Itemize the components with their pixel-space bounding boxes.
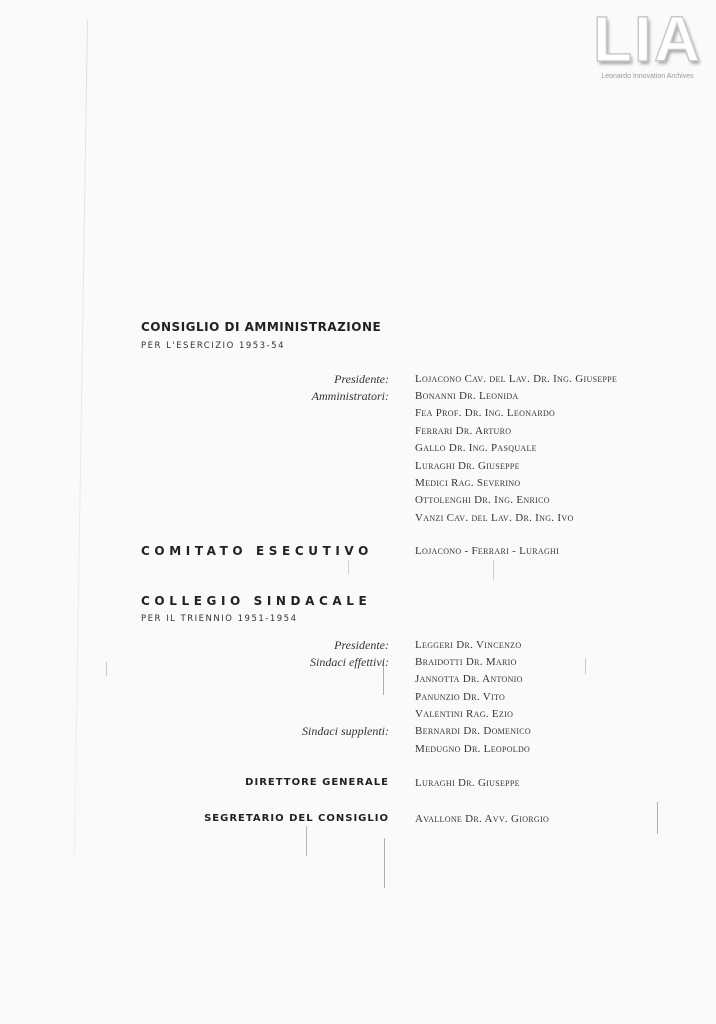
name-sindaco-supplente: Bernardi Dr. Domenico xyxy=(415,725,531,737)
section-title-segretario: SEGRETARIO DEL CONSIGLIO xyxy=(204,813,389,824)
section-title-comitato: COMITATO ESECUTIVO xyxy=(141,544,373,558)
role-label-sindaci-supplenti: Sindaci supplenti: xyxy=(302,724,389,738)
section-title-direttore: DIRETTORE GENERALE xyxy=(245,777,389,788)
name-amministratore: Ferrari Dr. Arturo xyxy=(415,425,512,437)
role-label-sindaci-effettivi: Sindaci effettivi: xyxy=(310,655,389,669)
scan-artifact xyxy=(657,802,658,834)
name-amministratore: Ottolenghi Dr. Ing. Enrico xyxy=(415,494,550,506)
name-segretario: Avallone Dr. Avv. Giorgio xyxy=(415,813,550,825)
comitato-members: Lojacono - Ferrari - Luraghi xyxy=(415,545,560,557)
page-edge-shadow xyxy=(74,20,88,860)
section-subtitle-collegio: PER IL TRIENNIO 1951-1954 xyxy=(141,614,298,624)
scan-artifact xyxy=(106,662,107,676)
section-title-consiglio: CONSIGLIO DI AMMINISTRAZIONE xyxy=(141,320,382,334)
name-amministratore: Medici Rag. Severino xyxy=(415,477,521,489)
section-subtitle-consiglio: PER L'ESERCIZIO 1953-54 xyxy=(141,341,285,351)
name-amministratore: Luraghi Dr. Giuseppe xyxy=(415,460,520,472)
scan-artifact xyxy=(384,838,385,888)
name-sindaco-effettivo: Panunzio Dr. Vito xyxy=(415,691,506,703)
name-sindaco-effettivo: Braidotti Dr. Mario xyxy=(415,656,517,668)
name-amministratore: Fea Prof. Dr. Ing. Leonardo xyxy=(415,407,556,419)
scan-artifact xyxy=(306,826,307,856)
scan-artifact xyxy=(585,658,586,674)
name-amministratore: Bonanni Dr. Leonida xyxy=(415,390,519,402)
name-sindaco-effettivo: Valentini Rag. Ezio xyxy=(415,708,514,720)
section-title-collegio: COLLEGIO SINDACALE xyxy=(141,594,372,608)
archive-logo xyxy=(585,4,710,80)
logo-mark: LIA xyxy=(592,3,703,75)
scan-artifact xyxy=(383,660,384,695)
logo-subtitle: Leonardo Innovation Archives xyxy=(601,73,694,80)
name-presidente: Lojacono Cav. del Lav. Dr. Ing. Giuseppe xyxy=(415,373,618,385)
name-sindaco-supplente: Medugno Dr. Leopoldo xyxy=(415,743,531,755)
name-direttore: Luraghi Dr. Giuseppe xyxy=(415,777,520,789)
role-label-presidente-collegio: Presidente: xyxy=(334,638,389,652)
role-label-amministratori: Amministratori: xyxy=(311,389,389,403)
scan-artifact xyxy=(493,560,494,580)
scan-artifact xyxy=(348,560,349,574)
name-presidente-collegio: Leggeri Dr. Vincenzo xyxy=(415,639,522,651)
name-sindaco-effettivo: Jannotta Dr. Antonio xyxy=(415,673,523,685)
name-amministratore: Vanzi Cav. del Lav. Dr. Ing. Ivo xyxy=(415,512,574,524)
name-amministratore: Gallo Dr. Ing. Pasquale xyxy=(415,442,537,454)
role-label-presidente: Presidente: xyxy=(334,372,389,386)
